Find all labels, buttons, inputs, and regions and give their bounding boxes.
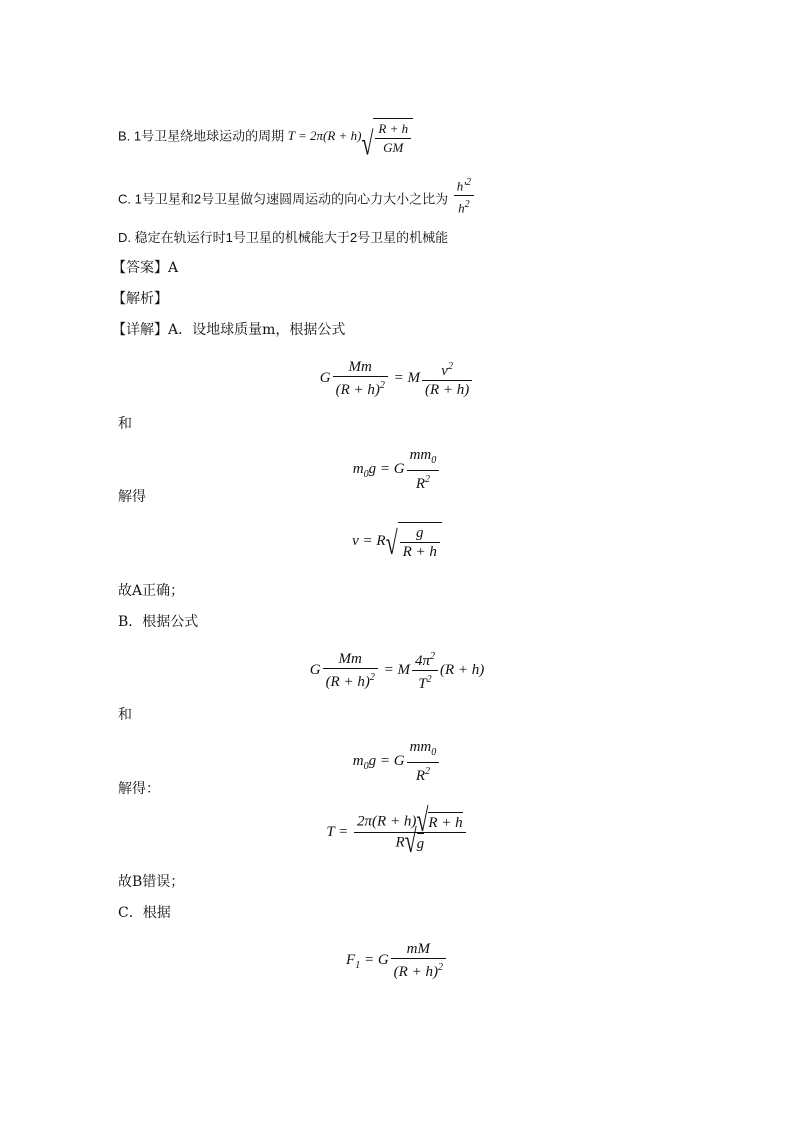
option-d: D. 稳定在轨运行时1号卫星的机械能大于2号卫星的机械能 bbox=[118, 230, 449, 245]
and-text-1: 和 bbox=[118, 416, 132, 432]
equation-force-1: $F_1 = G$ $\frac{mM}{(R + h)^2}$ bbox=[0, 940, 794, 981]
equation-gravity-centripetal: G $\frac{Mm}{(R + h)^2}$ = M $\frac{v^2}{(R + h)}$ bbox=[0, 358, 794, 399]
and-text-2: 和 bbox=[118, 707, 132, 723]
option-c-ratio: $\frac{h'^2}{h^2}$ bbox=[454, 174, 474, 218]
solve-text-2: 解得： bbox=[118, 781, 160, 797]
analysis-label: 【解析】 bbox=[112, 291, 168, 307]
equation-surface-gravity-1: $m_0g = G$ $\frac{mm_0}{R^2}$ bbox=[0, 446, 794, 493]
option-b-text: B. 1号卫星绕地球运动的周期 bbox=[118, 128, 285, 144]
option-b bbox=[118, 118, 413, 157]
conclusion-a: 故A正确； bbox=[118, 583, 185, 599]
option-c-text: C. 1号卫星和2号卫星做匀速圆周运动的向心力大小之比为 bbox=[118, 191, 449, 207]
equation-velocity: v = R √ $\frac{g}{R + h}$ bbox=[0, 522, 794, 561]
b-intro: B．根据公式 bbox=[118, 614, 199, 630]
c-intro: C．根据 bbox=[118, 905, 171, 921]
answer-label: 【答案】A bbox=[112, 260, 179, 276]
conclusion-b: 故B错误； bbox=[118, 874, 185, 890]
option-b-formula: T = 2π(R + h) √ $\frac{R + h}{GM}$ bbox=[288, 128, 413, 143]
solve-text-1: 解得 bbox=[118, 489, 146, 505]
equation-period: T = $\frac{2\pi(R + h)√ R + h}{R√ g}$ bbox=[0, 812, 794, 853]
equation-gravity-period: G $\frac{Mm}{(R + h)^2}$ = M $\frac{4\pi^2}{T^2}$ (R + h) bbox=[0, 648, 794, 693]
option-c bbox=[118, 178, 476, 222]
equation-surface-gravity-2: $m_0g = G$ $\frac{mm_0}{R^2}$ bbox=[0, 738, 794, 785]
detail-intro: 【详解】A．设地球质量m，根据公式 bbox=[112, 322, 346, 338]
